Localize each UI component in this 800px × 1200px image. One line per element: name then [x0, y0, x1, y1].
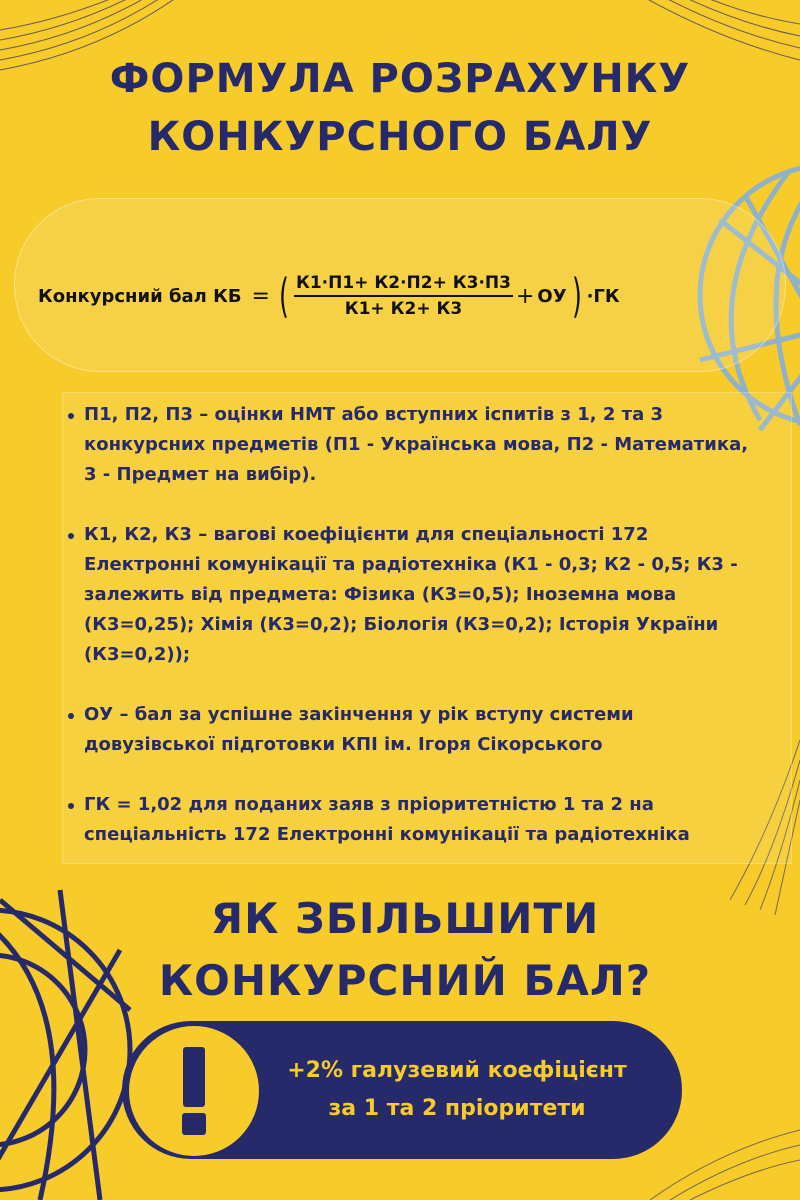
formula-denominator: К1+ К2+ К3: [344, 299, 463, 319]
callout-line1: +2% галузевий коефіцієнт: [287, 1058, 627, 1083]
formula-plus: +: [515, 283, 535, 309]
definition-item: ГК = 1,02 для поданих заяв з пріоритетністю 1 та 2 на спеціальність 172 Електронні комунікації та радіотехніка: [84, 790, 764, 850]
formula-equals: =: [251, 283, 270, 309]
section-heading-line2: КОНКУРСНИЙ БАЛ?: [158, 956, 652, 1005]
formula-fraction: [294, 273, 513, 319]
definition-item: К1, К2, К3 – вагові коефіцієнти для спеціальності 172 Електронні комунікації та радіотехніка (К1 - 0,3; К2 - 0,5; К3 - залежить від предмета: Фізика (К3=0,5); Іноземна мова (К3=0,25); Хімія (К3=0,2); Біологія (К3=0,2); Історія України (К3=0,2));: [84, 520, 764, 670]
page-title-line1: ФОРМУЛА РОЗРАХУНКУ: [109, 56, 691, 102]
definition-item: ОУ – бал за успішне закінчення у рік вступу системи довузівської підготовки КПІ ім. Ігоря Сікорського: [84, 700, 764, 760]
callout-text: [262, 1052, 652, 1128]
formula-gk: ·ГК: [586, 285, 620, 307]
formula-close-paren: ): [571, 269, 582, 323]
callout-line2: за 1 та 2 пріоритети: [328, 1096, 586, 1121]
exclamation-icon-dot: [182, 1113, 206, 1135]
formula-label: Конкурсний бал КБ: [38, 285, 242, 307]
page-title-line2: КОНКУРСНОГО БАЛУ: [147, 114, 653, 160]
page-title: [0, 50, 800, 166]
section-heading: [0, 888, 800, 1012]
formula: [38, 268, 620, 324]
formula-ou: ОУ: [537, 285, 567, 307]
definitions-list: [62, 400, 764, 880]
definition-item: П1, П2, П3 – оцінки НМТ або вступних іспитів з 1, 2 та 3 конкурсних предметів (П1 - Українська мова, П2 - Математика, 3 - Предмет на вибір).: [84, 400, 764, 490]
formula-open-paren: (: [279, 269, 289, 323]
formula-numerator: К1·П1+ К2·П2+ К3·П3: [294, 273, 513, 297]
section-heading-line1: ЯК ЗБІЛЬШИТИ: [210, 894, 600, 943]
exclamation-icon-bar: [183, 1047, 205, 1107]
